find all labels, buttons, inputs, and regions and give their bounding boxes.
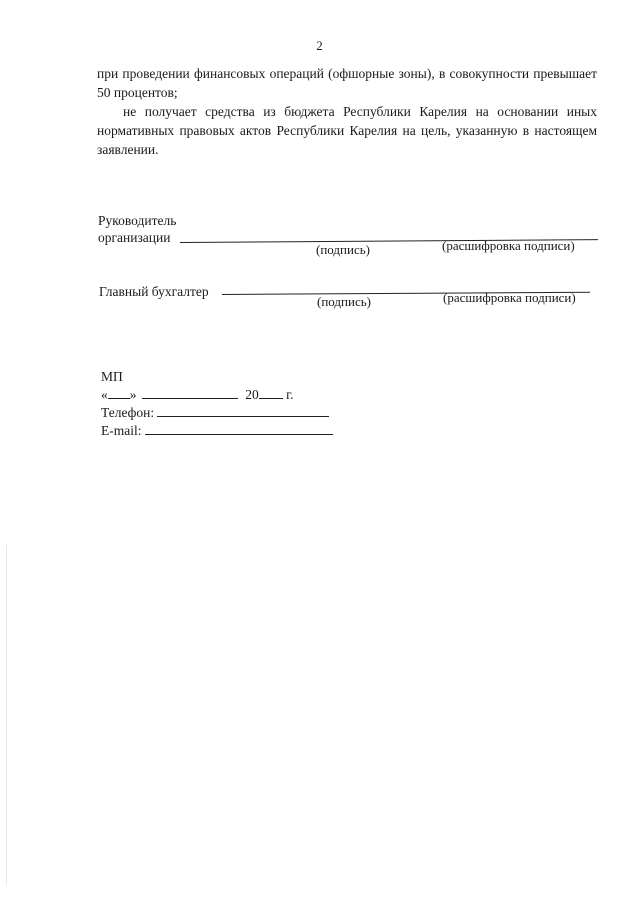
head-signature-caption: (подпись): [316, 242, 370, 257]
year-prefix: 20: [245, 387, 259, 402]
email-line: [101, 422, 333, 440]
head-label-line1: Руководитель: [98, 213, 177, 228]
email-label: E-mail:: [101, 423, 142, 438]
email-blank: [145, 434, 333, 435]
paragraph-budget: не получает средства из бюджета Республики Карелия на основании иных нормативных правовых актов Республики Карелия на цель, указанную в настоящем заявлении.: [97, 104, 597, 157]
phone-blank: [157, 416, 329, 417]
date-open-quote: «: [101, 387, 108, 402]
stamp-block: [101, 368, 333, 440]
year-suffix: г.: [286, 387, 294, 402]
phone-label: Телефон:: [101, 405, 155, 420]
phone-line: [101, 404, 333, 422]
head-decipher-caption: (расшифровка подписи): [442, 238, 575, 253]
page-number: 2: [316, 38, 323, 53]
chief-accountant-signature-caption: (подпись): [317, 294, 371, 309]
year-blank: [259, 398, 283, 399]
scan-edge-mark: [6, 545, 7, 885]
day-blank: [108, 398, 130, 399]
month-blank: [142, 398, 238, 399]
date-close-quote: »: [129, 387, 137, 402]
paragraph-offshore: при проведении финансовых операций (офшорные зоны), в совокупности превышает 50 процентов;: [97, 66, 597, 100]
chief-accountant-decipher-caption: (расшифровка подписи): [443, 290, 576, 305]
mp-label: МП: [101, 369, 123, 384]
chief-accountant-label: Главный бухгалтер: [99, 284, 209, 299]
head-label-line2: организации: [98, 230, 171, 245]
date-line: [101, 386, 333, 404]
